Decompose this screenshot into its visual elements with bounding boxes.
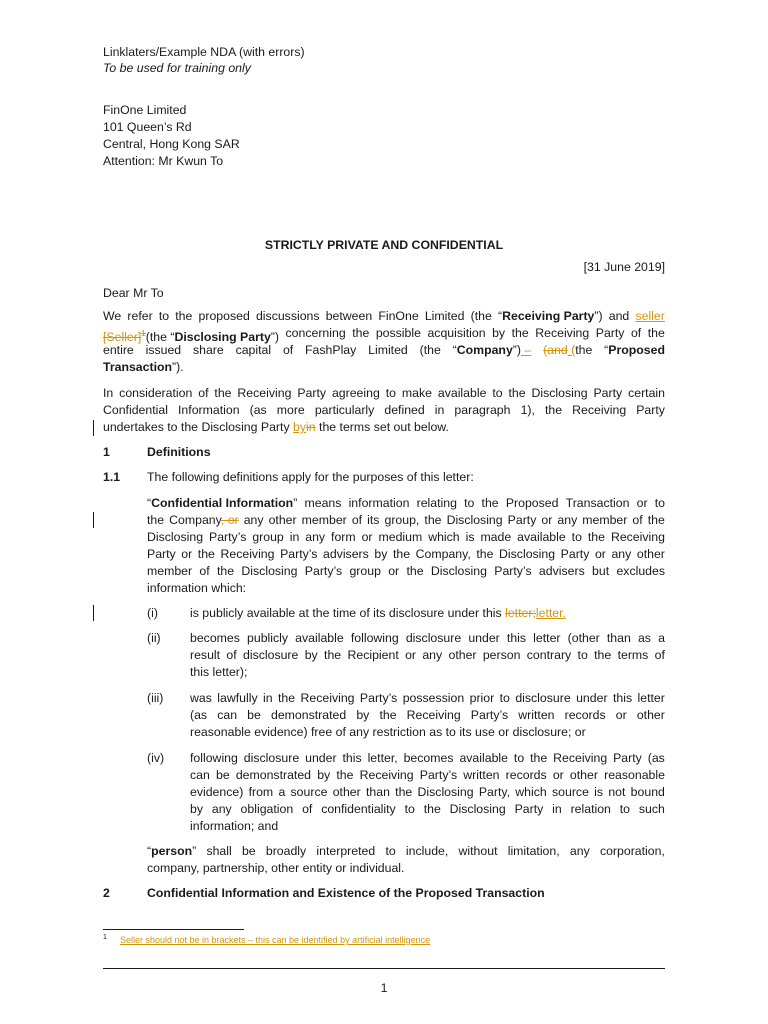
- section-1-title: Definitions: [147, 445, 211, 459]
- item-ii-line-2: result of disclosure by the Recipient or any other person contrary to the terms of: [190, 648, 665, 662]
- letter-date: [31 June 2019]: [583, 260, 665, 274]
- footnote: [103, 932, 430, 946]
- section-1-1-text: The following definitions apply for the purposes of this letter:: [147, 470, 474, 484]
- address-line-attention: Attention: Mr Kwun To: [103, 154, 224, 168]
- item-ii-line-1: becomes publicly available following disclosure under this letter (other than as a: [190, 631, 665, 645]
- proposed-transaction-term: Transaction: [103, 360, 173, 374]
- ci-line-5: member of the Disclosing Party’s group or the Disclosing Party’s advisers but excludes: [147, 564, 665, 578]
- person-line-1: “person” shall be broadly interpreted to include, without limitation, any corporation,: [147, 844, 665, 858]
- disclosing-party-term: Disclosing Party: [174, 330, 271, 345]
- item-iii-line-1: was lawfully in the Receiving Party’s possession prior to disclosure under this letter: [190, 691, 665, 705]
- page-bottom-rule: [103, 968, 665, 969]
- section-1-1-number: 1.1: [103, 470, 121, 484]
- ci-line-1: “Confidential Information” means information relating to the Proposed Transaction or to: [147, 496, 665, 510]
- deleted-seller-bracket: [Seller]: [103, 330, 142, 345]
- address-line-city: Central, Hong Kong SAR: [103, 137, 240, 151]
- inserted-by: by: [293, 420, 307, 434]
- footnote-number: 1: [103, 934, 107, 941]
- consideration-text: undertakes to the Disclosing Party: [103, 420, 290, 434]
- consideration-line-3: [103, 419, 449, 436]
- ci-line-2: the Company, or any other member of its group, the Disclosing Party or any member of the: [147, 513, 665, 527]
- footnote-text: Seller should not be in brackets – this can be identified by artificial intelligence: [119, 935, 431, 945]
- deleted-in: in: [306, 420, 316, 434]
- item-iv-line-5: information; and: [190, 819, 279, 833]
- item-ii-line-3: this letter);: [190, 665, 248, 679]
- address-line-street: 101 Queen’s Rd: [103, 120, 192, 134]
- deleted-or: , or: [220, 513, 239, 527]
- item-ii-number: (ii): [147, 631, 161, 645]
- intro-line-3: entire issued share capital of FashPlay Limited (the “Company”) – (and (the “Proposed: [103, 343, 665, 357]
- item-iii-line-3: reasonable evidence) free of any restriction as to its use or disclosure; or: [190, 725, 586, 739]
- intro-line-1: We refer to the proposed discussions between FinOne Limited (the “Receiving Party”) and seller: [103, 309, 665, 323]
- change-bar: [93, 605, 94, 621]
- footnote-separator: [103, 929, 244, 930]
- document-header-note: To be used for training only: [103, 61, 251, 75]
- ci-line-3: Disclosing Party’s group in any form or medium which is made available to the Receiving: [147, 530, 665, 544]
- item-iv-line-2: can be demonstrated by the Receiving Party’s written records or other reasonable: [190, 768, 665, 782]
- item-i-line: is publicly available at the time of its disclosure under this: [190, 606, 502, 620]
- salutation: Dear Mr To: [103, 286, 164, 300]
- inserted-dash: –: [520, 343, 532, 357]
- footnote-ref: 1: [141, 329, 146, 338]
- document-header-title: Linklaters/Example NDA (with errors): [103, 45, 305, 59]
- section-2-title: Confidential Information and Existence of the Proposed Transaction: [147, 886, 545, 900]
- address-line-company: FinOne Limited: [103, 103, 187, 117]
- item-iv-line-3: evidence) from a source other than the Disclosing Party, which source is not bound: [190, 785, 665, 799]
- inserted-seller: seller: [635, 309, 665, 323]
- item-iii-number: (iii): [147, 691, 164, 705]
- section-1-number: 1: [103, 445, 110, 459]
- consideration-line-1: In consideration of the Receiving Party agreeing to make available to the Disclosing Party certain: [103, 386, 665, 400]
- inserted-letter-period: letter.: [535, 606, 566, 620]
- person-line-2: company, partnership, other entity or individual.: [147, 861, 405, 875]
- item-iii-line-2: (as can be demonstrated by the Receiving Party’s written records or other: [190, 708, 665, 722]
- section-2-number: 2: [103, 886, 110, 900]
- deleted-letter-semicolon: letter;: [505, 606, 536, 620]
- intro-line-2: [Seller]$^1$(the “Disclosing Party”) concerning the possible acquisition by the Receiving Party of the: [103, 326, 665, 345]
- confidentiality-title: STRICTLY PRIVATE AND CONFIDENTIAL: [264, 238, 504, 252]
- change-bar: [93, 420, 94, 436]
- item-iv-number: (iv): [147, 751, 165, 765]
- deleted-and: (and: [543, 343, 568, 357]
- intro-end: ”).: [172, 360, 184, 374]
- change-bar: [93, 512, 94, 528]
- item-i-number: (i): [147, 606, 158, 620]
- intro-text: (the “: [145, 330, 175, 345]
- intro-line-4: [103, 359, 184, 376]
- ci-line-4: Party or the Receiving Party’s advisers by the Company, the Disclosing Party or any other: [147, 547, 665, 561]
- item-i-text: [190, 605, 566, 622]
- ci-line-6: information which:: [147, 581, 247, 595]
- item-iv-line-4: by any obligation of confidentiality to the Disclosing Party in relation to such: [190, 802, 665, 816]
- consideration-end: the terms set out below.: [319, 420, 449, 434]
- page-number: 1: [380, 981, 388, 995]
- item-iv-line-1: following disclosure under this letter, becomes available to the Receiving Party (as: [190, 751, 665, 765]
- consideration-line-2: Confidential Information (as more particularly defined in paragraph 1), the Receiving Party: [103, 403, 665, 417]
- inserted-paren: (: [567, 343, 576, 357]
